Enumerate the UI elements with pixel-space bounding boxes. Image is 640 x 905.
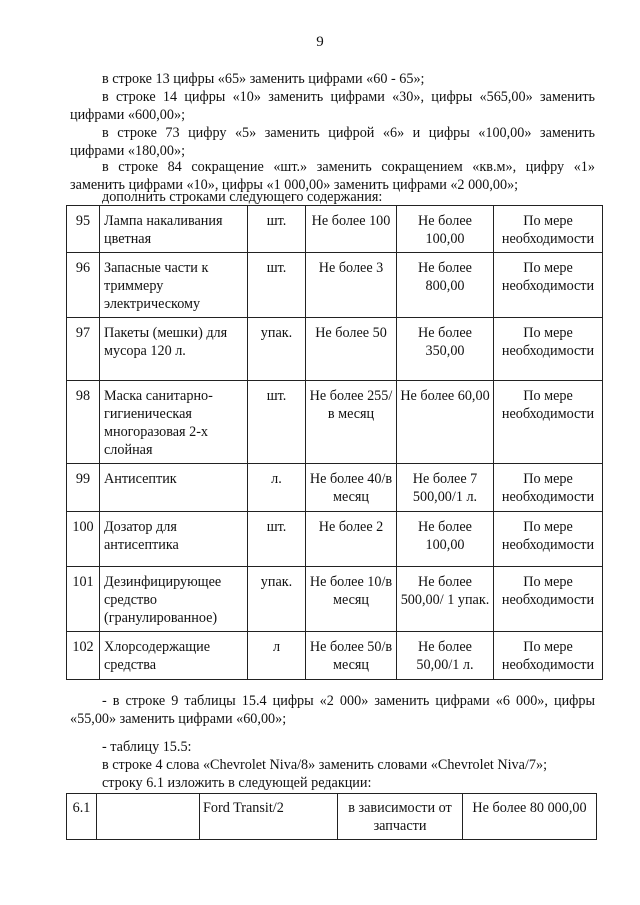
item-name: Хлорсодержащие средства [100, 632, 248, 680]
intro-line-1: в строке 13 цифры «65» заменить цифрами «60 - 65»; [102, 71, 425, 87]
item-quantity: Не более 255/в месяц [306, 381, 397, 464]
item-price: Не более 100,00 [397, 206, 494, 253]
item-unit: упак. [248, 318, 306, 381]
item-price: Не более 100,00 [397, 512, 494, 567]
row-number: 95 [67, 206, 100, 253]
item-period: По мере необходимости [494, 567, 603, 632]
table-row [67, 512, 603, 567]
table-row [67, 632, 603, 680]
item-price: Не более 500,00/ 1 упак. [397, 567, 494, 632]
item-period: По мере необходимости [494, 464, 603, 512]
row-number: 6.1 [67, 794, 97, 840]
table-row [67, 206, 603, 253]
item-unit: шт. [248, 381, 306, 464]
vehicle-name: Ford Transit/2 [200, 794, 338, 840]
item-quantity: Не более 100 [306, 206, 397, 253]
row-number: 97 [67, 318, 100, 381]
intro-line-5: дополнить строками следующего содержания: [102, 189, 383, 205]
after-line-1: - в строке 9 таблицы 15.4 цифры «2 000» заменить цифрами «6 000», цифры «55,00» заменить цифрами «60,00»; [70, 693, 595, 727]
item-name: Маска санитарно-гигиеническая многоразовая 2-х слойная [100, 381, 248, 464]
item-period: По мере необходимости [494, 206, 603, 253]
table-row [67, 567, 603, 632]
item-quantity: Не более 50 [306, 318, 397, 381]
item-name: Запасные части к триммеру электрическому [100, 253, 248, 318]
intro-line-4: в строке 84 сокращение «шт.» заменить сокращением «кв.м», цифру «1» заменить цифрами «10», цифры «1 000,00» заменить цифрами «2 000,00»; [70, 159, 595, 193]
item-period: По мере необходимости [494, 381, 603, 464]
row-6-1-table [66, 793, 597, 840]
table-row [67, 318, 603, 381]
item-period: По мере необходимости [494, 318, 603, 381]
price-cell: Не более 80 000,00 [463, 794, 597, 840]
page-number: 9 [316, 34, 324, 50]
row-number: 101 [67, 567, 100, 632]
item-name: Дозатор для антисептика [100, 512, 248, 567]
item-price: Не более 7 500,00/1 л. [397, 464, 494, 512]
condition-cell: в зависимости от запчасти [338, 794, 463, 840]
row-number: 98 [67, 381, 100, 464]
item-price: Не более 800,00 [397, 253, 494, 318]
row-number: 96 [67, 253, 100, 318]
table-row [67, 464, 603, 512]
item-price: Не более 50,00/1 л. [397, 632, 494, 680]
row-number: 102 [67, 632, 100, 680]
after-line-3: в строке 4 слова «Chevrolet Niva/8» заменить словами «Chevrolet Niva/7»; [102, 757, 548, 773]
table-row [67, 381, 603, 464]
additions-table [66, 205, 603, 680]
item-quantity: Не более 2 [306, 512, 397, 567]
item-period: По мере необходимости [494, 512, 603, 567]
after-line-4: строку 6.1 изложить в следующей редакции: [102, 775, 372, 791]
empty-cell [97, 794, 200, 840]
after-line-2: - таблицу 15.5: [102, 739, 192, 755]
item-unit: шт. [248, 206, 306, 253]
item-quantity: Не более 50/в месяц [306, 632, 397, 680]
item-name: Пакеты (мешки) для мусора 120 л. [100, 318, 248, 381]
item-period: По мере необходимости [494, 632, 603, 680]
item-period: По мере необходимости [494, 253, 603, 318]
item-name: Антисептик [100, 464, 248, 512]
item-unit: шт. [248, 253, 306, 318]
item-price: Не более 350,00 [397, 318, 494, 381]
item-price: Не более 60,00 [397, 381, 494, 464]
intro-line-3: в строке 73 цифру «5» заменить цифрой «6» и цифры «100,00» заменить цифрами «180,00»; [70, 125, 595, 159]
item-quantity: Не более 10/в месяц [306, 567, 397, 632]
item-name: Дезинфицирующее средство (гранулированное) [100, 567, 248, 632]
table-row [67, 794, 597, 840]
item-unit: л [248, 632, 306, 680]
item-quantity: Не более 3 [306, 253, 397, 318]
item-name: Лампа накаливания цветная [100, 206, 248, 253]
intro-line-2: в строке 14 цифры «10» заменить цифрами «30», цифры «565,00» заменить цифрами «600,00»; [70, 89, 595, 123]
row-number: 100 [67, 512, 100, 567]
item-unit: шт. [248, 512, 306, 567]
item-unit: упак. [248, 567, 306, 632]
table-row [67, 253, 603, 318]
item-quantity: Не более 40/в месяц [306, 464, 397, 512]
row-number: 99 [67, 464, 100, 512]
item-unit: л. [248, 464, 306, 512]
